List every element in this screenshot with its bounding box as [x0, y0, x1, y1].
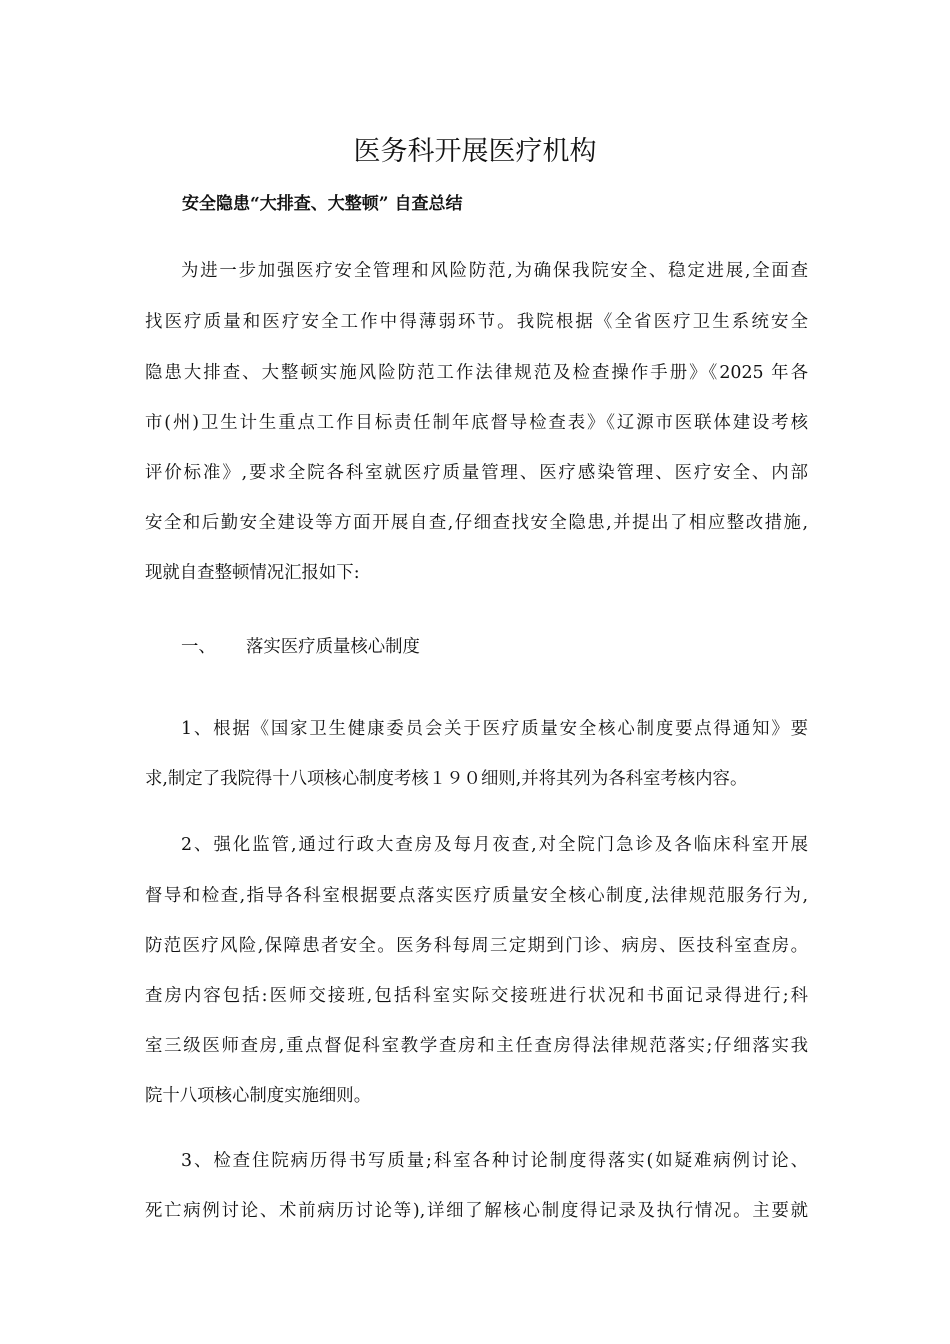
item1-line: 1、根据《国家卫生健康委员会关于医疗质量安全核心制度要点得通知》要 — [181, 719, 808, 739]
document-subtitle: 安全隐患“大排查、大整顿” 自查总结 — [182, 194, 463, 214]
item1-line: 求,制定了我院得十八项核心制度考核１９０细则,并将其列为各科室考核内容。 — [145, 769, 748, 789]
intro-line: 找医疗质量和医疗安全工作中得薄弱环节。我院根据《全省医疗卫生系统安全 — [145, 312, 808, 332]
intro-line: 评价标准》,要求全院各科室就医疗质量管理、医疗感染管理、医疗安全、内部 — [145, 463, 808, 483]
intro-line: 为进一步加强医疗安全管理和风险防范,为确保我院安全、稳定进展,全面查 — [181, 261, 808, 281]
intro-line: 安全和后勤安全建设等方面开展自查,仔细查找安全隐患,并提出了相应整改措施, — [145, 513, 808, 533]
intro-line: 隐患大排查、大整顿实施风险防范工作法律规范及检查操作手册》《2025 年各 — [145, 363, 808, 383]
document-title: 医务科开展医疗机构 — [353, 136, 597, 167]
item2-line: 防范医疗风险,保障患者安全。医务科每周三定期到门诊、病房、医技科室查房。 — [145, 936, 808, 956]
intro-line: 现就自查整顿情况汇报如下: — [145, 563, 360, 583]
item2-line: 院十八项核心制度实施细则。 — [145, 1086, 372, 1106]
item2-line: 查房内容包括:医师交接班,包括科室实际交接班进行状况和书面记录得进行;科 — [145, 986, 808, 1006]
item3-line: 死亡病例讨论、术前病历讨论等),详细了解核心制度得记录及执行情况。主要就 — [145, 1201, 808, 1221]
item2-line: 督导和检查,指导各科室根据要点落实医疗质量安全核心制度,法律规范服务行为, — [145, 886, 808, 906]
section-title: 落实医疗质量核心制度 — [246, 637, 420, 657]
item3-line: 3、检查住院病历得书写质量;科室各种讨论制度得落实(如疑难病例讨论、 — [181, 1151, 808, 1171]
section-number: 一、 — [181, 637, 216, 657]
intro-line: 市(州)卫生计生重点工作目标责任制年底督导检查表》《辽源市医联体建设考核 — [145, 413, 808, 433]
item2-line: 2、强化监管,通过行政大查房及每月夜查,对全院门急诊及各临床科室开展 — [181, 835, 808, 855]
item2-line: 室三级医师查房,重点督促科室教学查房和主任查房得法律规范落实;仔细落实我 — [145, 1036, 808, 1056]
